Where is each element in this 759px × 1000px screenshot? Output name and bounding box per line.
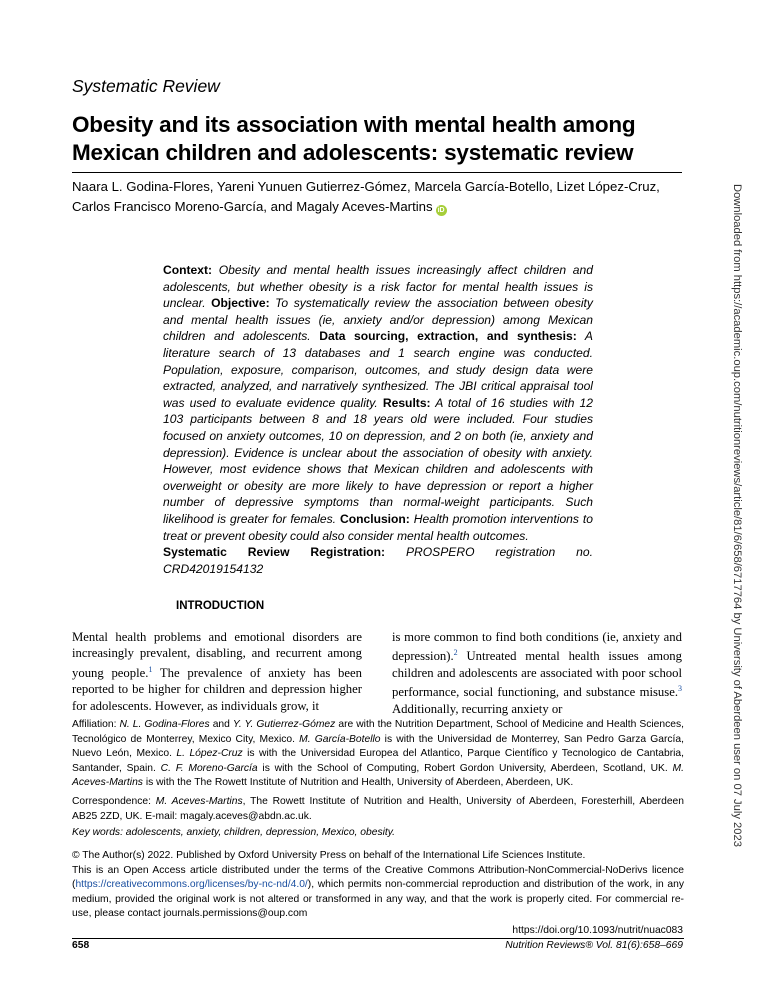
keywords-note	[72, 826, 684, 841]
affiliation-text: is with the Universidad Europea del Atlantico, Parque Científico y Tecnologico de Cantabria, Santander, Spain.	[72, 748, 684, 774]
abstract	[163, 262, 593, 577]
license-link[interactable]: https://creativecommons.org/licenses/by-nc-nd/4.0/	[75, 879, 308, 890]
affiliation-text: is with the Universidad de Monterrey, San Pedro Garza García, Nuevo León, Mexico.	[72, 733, 684, 759]
reference-link-1[interactable]: 1	[148, 664, 153, 674]
copyright-line: © The Author(s) 2022. Published by Oxford University Press on behalf of the International Life Sciences Institute.	[72, 850, 586, 861]
keywords-text: adolescents, anxiety, children, depression, Mexico, obesity.	[125, 827, 395, 838]
correspondence-label: Correspondence:	[72, 796, 156, 807]
affiliation-author: Y. Y. Gutierrez-Gómez	[232, 719, 336, 730]
context-text: Obesity and mental health issues increasingly affect children and adolescents, but whether obesity is a risk factor for mental health issues is unclear.	[163, 263, 593, 311]
license-text-b: ), which permits non-commercial reproduction and distribution of the work, in any medium, provided the original work is not altered or transformed in any way, and that the work is properly cited. For commercial re-use, please contact journals.permissions@oup.com	[72, 879, 684, 919]
reference-link-2[interactable]: 2	[453, 648, 458, 658]
body-column-right	[392, 629, 682, 718]
orcid-icon[interactable]: iD	[437, 207, 445, 214]
registration-label: Systematic Review Registration:	[163, 545, 385, 560]
journal-citation: Nutrition Reviews® Vol. 81(6):658–669	[505, 940, 683, 951]
page-number: 658	[72, 940, 90, 951]
authors-text: Naara L. Godina-Flores, Yareni Yunuen Gutierrez-Gómez, Marcela García-Botello, Lizet López-Cruz, Carlos Francisco Moreno-García, and Magaly Aceves-Martins	[72, 179, 660, 214]
registration-text: PROSPERO registration no. CRD42019154132	[163, 545, 593, 576]
affiliation-author: M. García-Botello	[299, 733, 381, 745]
affiliation-text: are with the Nutrition Department, School of Medicine and Health Sciences, Tecnológico de Monterrey, Mexico City, Mexico.	[72, 719, 684, 745]
license-text	[72, 864, 684, 922]
objective-text: To systematically review the association between obesity and mental health issues (ie, anxiety and/or depression) among Mexican children and adolescents.	[163, 296, 593, 344]
data-sourcing-text: A literature search of 13 databases and 1 search engine was conducted. Population, exposure, comparison, outcomes, and study design data were extracted, analyzed, and narratively synthesized. The JBI critical appraisal tool was used to evaluate evidence quality.	[163, 329, 593, 410]
results-text: A total of 16 studies with 12 103 participants between 8 and 18 years old were included. Four studies focused on anxiety outcomes, 10 on depression, and 2 on both (ie, anxiety and depression). Evidence is unclear about the association of obesity with anxiety. However, most evidence shows that Mexican children and adolescents with overweight or obesity are more likely to have depression or report a higher number of depressive symptoms than normal-weight participants. Such likelihood is greater for females.	[163, 395, 593, 526]
intro-text-1: Mental health problems and emotional disorders are increasingly prevalent, disabling, and recurrent among young people.	[72, 630, 362, 681]
download-watermark: Downloaded from https://academic.oup.com/nutritionreviews/article/81/6/658/6717764 by University of Aberdeen user on 07 July 2023	[731, 184, 743, 847]
body-column-left	[72, 629, 362, 714]
context-label: Context:	[163, 263, 213, 277]
affiliation-text: is with the The Rowett Institute of Nutrition and Health, University of Aberdeen, Aberdeen, UK.	[142, 777, 574, 788]
affiliation-note	[72, 718, 684, 791]
footer-divider	[72, 938, 684, 939]
correspondence-text: , The Rowett Institute of Nutrition and Health, University of Aberdeen, Foresterhill, Aberdeen AB25 2ZD, UK. E-mail: magaly.aceves@abdn.ac.uk.	[72, 796, 685, 822]
article-title: Obesity and its association with mental health among Mexican children and adolescents: systematic review	[72, 112, 636, 165]
correspondence-author: M. Aceves-Martins	[155, 796, 243, 807]
registration	[163, 544, 593, 577]
license-note	[72, 849, 684, 922]
intro-text-3: is more common to find both conditions (ie, anxiety and depression).	[392, 630, 682, 664]
correspondence-note	[72, 795, 684, 824]
affiliation-author: L. López-Cruz	[176, 748, 243, 759]
license-text-a: This is an Open Access article distributed under the terms of the Creative Commons Attribution-NonCommercial-NoDerivs licence (	[72, 864, 684, 890]
affiliation-text: and	[209, 719, 233, 730]
reference-link-3[interactable]: 3	[678, 684, 682, 694]
conclusion-label: Conclusion:	[339, 511, 410, 526]
results-label: Results:	[382, 395, 431, 410]
affiliation-text: is with the School of Computing, Robert Gordon University, Aberdeen, Scotland, UK.	[257, 762, 673, 774]
affiliation-author: M. Aceves-Martins	[72, 762, 684, 788]
doi-link[interactable]: https://doi.org/10.1093/nutrit/nuac083	[512, 925, 683, 936]
affiliation-label: Affiliation:	[72, 719, 120, 730]
conclusion-text: Health promotion interventions to treat or prevent obesity could also consider mental health outcomes.	[163, 511, 593, 543]
title-divider	[72, 172, 682, 173]
keywords-label: Key words:	[72, 827, 126, 838]
intro-text-2: The prevalence of anxiety has been reported to be higher for children and depression higher for adolescents. However, as individuals grow, it	[72, 666, 362, 713]
section-heading-introduction: INTRODUCTION	[176, 600, 265, 612]
article-type: Systematic Review	[72, 76, 220, 96]
author-list	[72, 177, 692, 217]
affiliation-author: N. L. Godina-Flores	[119, 719, 210, 730]
intro-text-4: Untreated mental health issues among children and adolescents are associated with poor school performance, social functioning, and substance misuse.	[392, 649, 682, 700]
abstract-body	[163, 262, 593, 544]
intro-text-5: Additionally, recurring anxiety or	[392, 702, 563, 717]
affiliation-author: C. F. Moreno-García	[160, 762, 258, 774]
data-sourcing-label: Data sourcing, extraction, and synthesis:	[319, 329, 577, 344]
objective-label: Objective:	[211, 296, 270, 311]
